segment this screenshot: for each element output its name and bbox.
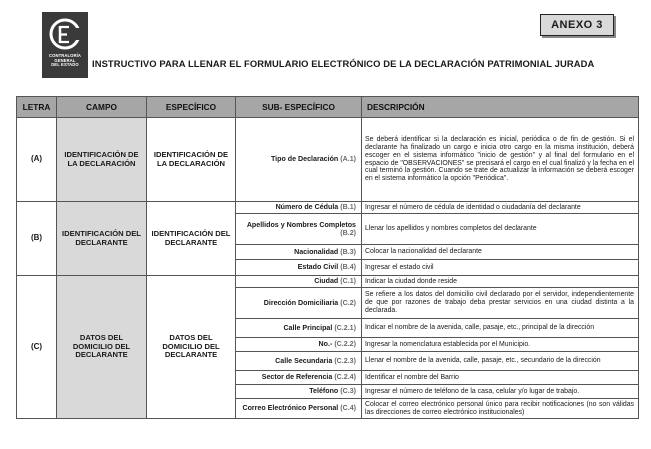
header-especifico: ESPECÍFICO [147,97,236,118]
sub-label: Nacionalidad [294,247,339,256]
sub-code: (C.2.3) [334,356,356,365]
logo-text [49,54,81,68]
sub-code: (A.1) [340,155,356,164]
sub-label: Número de Cédula [275,203,339,212]
table-row [17,118,639,202]
sub-code: (B.3) [340,247,356,256]
descripcion-cell: Ingresar el estado civil [362,260,639,276]
descripcion-cell: Ingresar el número de teléfono de la casa, celular y/o lugar de trabajo. [362,385,639,399]
sub-code: (C.2) [340,298,356,307]
sub-label: Estado Civil [297,263,339,272]
sub-especifico-cell [236,276,362,288]
sub-label: Dirección Domiciliaria [263,298,339,307]
descripcion-cell: Colocar la nacionalidad del declarante [362,245,639,260]
page-title: INSTRUCTIVO PARA LLENAR EL FORMULARIO ELECTRÓNICO DE LA DECLARACIÓN PATRIMONIAL JURADA [92,58,595,69]
sub-especifico-cell [236,202,362,214]
sub-especifico-cell [236,371,362,385]
descripcion-cell: Indicar la ciudad donde reside [362,276,639,288]
sub-code: (B.4) [340,263,356,272]
descripcion-cell: Identificar el nombre del Barrio [362,371,639,385]
descripcion-cell: Se deberá identificar si la declaración es inicial, periódica o de fin de gestión. Si el declarante ha finalizado un cargo e inicia otro cargo en la misma institución, deberá escoger en el sistema informático "inicio de gestión" y al final del formulario en el espacio de "OBSERVACIONES" se precisará el cargo en el cual finalizó y la fecha en el cual terminó la gestión. Cuando se trate de actualizar la información se deberá escoger en el sistema informático la opción "Periódica". [362,118,639,202]
instructions-table [16,96,639,419]
table-row [17,202,639,214]
contraloria-emblem-icon [48,16,82,52]
especifico-cell: IDENTIFICACIÓN DEL DECLARANTE [147,202,236,276]
table-header-row [17,97,639,118]
especifico-cell: DATOS DEL DOMICILIO DEL DECLARANTE [147,276,236,419]
sub-code: (C.4) [340,404,356,413]
descripcion-cell: Ingresar el número de cédula de identidad o ciudadanía del declarante [362,202,639,214]
descripcion-cell: Indicar el nombre de la avenida, calle, pasaje, etc., principal de la dirección [362,319,639,338]
logo-text-line: CONTRALORÍA [48,53,82,58]
table-row [17,276,639,288]
header-descripcion: DESCRIPCIÓN [362,97,639,118]
sub-especifico-cell [236,338,362,352]
header-letra: LETRA [17,97,57,118]
campo-cell: DATOS DEL DOMICILIO DEL DECLARANTE [57,276,147,419]
descripcion-cell: Ingresar la nomenclatura establecida por el Municipio. [362,338,639,352]
especifico-cell: IDENTIFICACIÓN DE LA DECLARACIÓN [147,118,236,202]
sub-label: Correo Electrónico Personal [242,404,339,413]
descripcion-cell: Llenar el nombre de la avenida, calle, pasaje, etc., secundario de la dirección [362,352,639,371]
campo-cell: IDENTIFICACIÓN DEL DECLARANTE [57,202,147,276]
sub-label: Apellidos y Nombres Completos [246,220,356,229]
descripcion-cell: Se refiere a los datos del domicilio civil declarado por el servidor, independientemente de que por razones de trabajo deba prestar servicios en una ciudad distinta a la declarada. [362,288,639,319]
sub-especifico-cell [236,288,362,319]
sub-code: (C.2.4) [334,373,356,382]
sub-code: (B.2) [340,229,356,237]
sub-especifico-cell [236,352,362,371]
sub-label: Calle Secundaria [275,356,333,365]
header-campo: CAMPO [57,97,147,118]
letra-cell: (B) [17,202,57,276]
campo-cell: IDENTIFICACIÓN DE LA DECLARACIÓN [57,118,147,202]
sub-label: Teléfono [309,387,339,396]
header-sub-especifico: SUB- ESPECÍFICO [236,97,362,118]
sub-label: Calle Principal [283,323,333,332]
logo-text-line: GENERAL [54,57,76,63]
sub-especifico-cell [236,214,362,245]
sub-especifico-cell [236,319,362,338]
letra-cell: (C) [17,276,57,419]
sub-code: (C.1) [340,277,356,286]
sub-label: No.- [318,340,333,349]
sub-especifico-cell [236,399,362,419]
descripcion-cell: Llenar los apellidos y nombres completos del declarante [362,214,639,245]
sub-label: Ciudad [314,277,339,286]
annex-badge: ANEXO 3 [540,14,614,36]
sub-code: (B.1) [340,203,356,212]
sub-code: (C.2.1) [334,323,356,332]
letra-cell: (A) [17,118,57,202]
sub-especifico-cell [236,260,362,276]
contraloria-logo [42,12,88,78]
logo-text-line: DEL ESTADO [51,62,79,68]
descripcion-cell: Colocar el correo electrónico personal único para recibir notificaciones (no son válidas las direcciones de correo electrónico institucionales) [362,399,639,419]
sub-code: (C.3) [340,387,356,396]
sub-label: Tipo de Declaración [270,155,339,164]
sub-code: (C.2.2) [334,340,356,349]
sub-especifico-cell [236,245,362,260]
sub-label: Sector de Referencia [261,373,333,382]
sub-especifico-cell [236,385,362,399]
sub-especifico-cell [236,118,362,202]
